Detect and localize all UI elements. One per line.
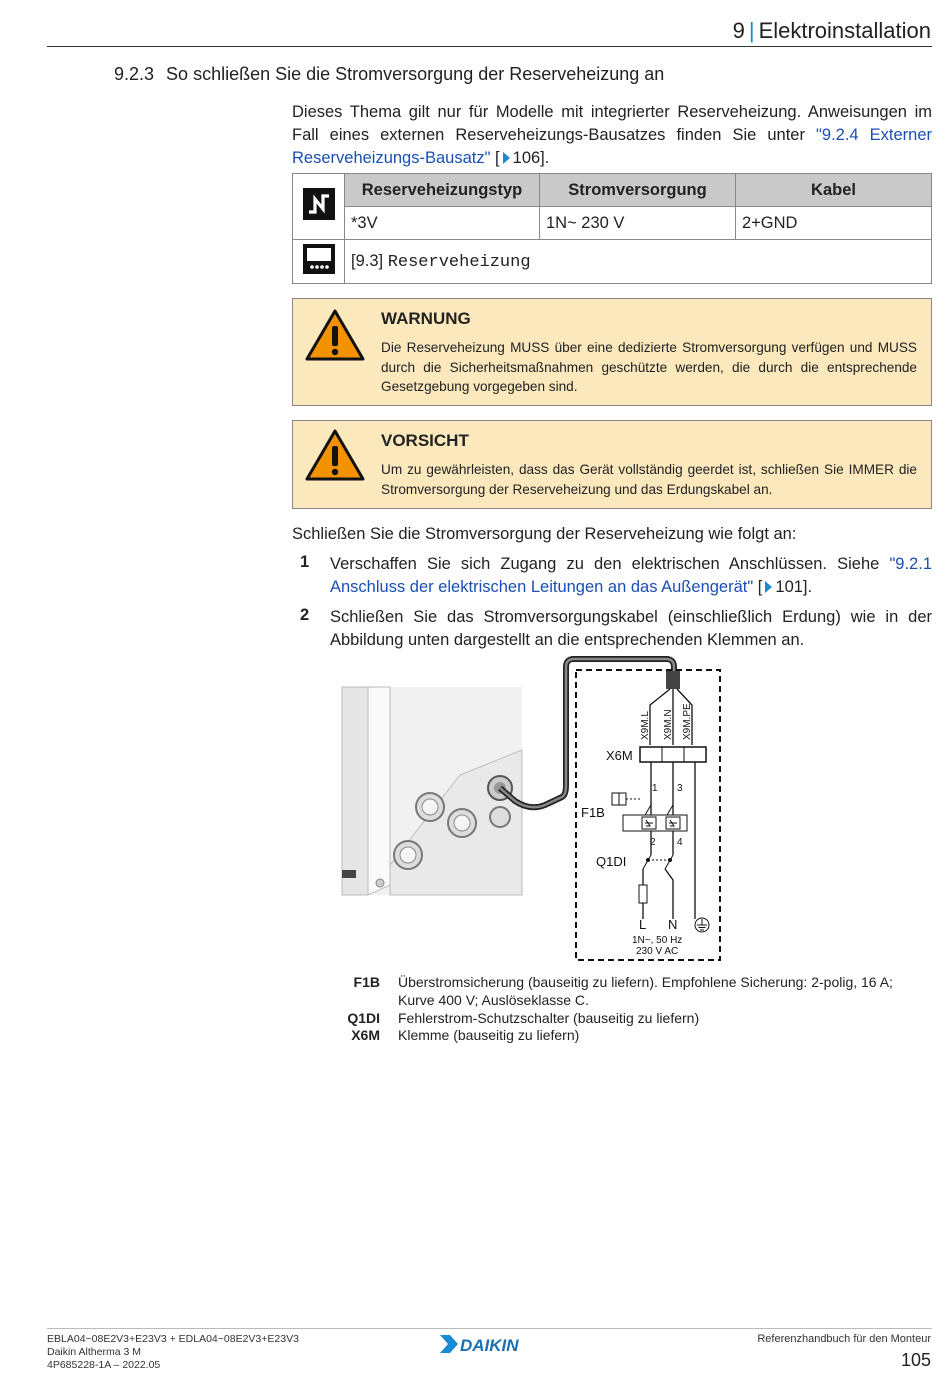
page-number: 105	[900, 1350, 931, 1370]
caution-triangle-icon	[305, 429, 365, 481]
footer-doc-id: 4P685228-1A – 2022.05	[47, 1359, 161, 1371]
spec-cell-cable: 2+GND	[736, 207, 932, 240]
spec-cell-type: *3V	[345, 207, 540, 240]
legend-value-q1di: Fehlerstrom-Schutzschalter (bauseitig zu liefern)	[398, 1010, 700, 1026]
line-n-label: N	[668, 917, 678, 932]
controller-icon-cell	[293, 240, 345, 284]
caution-body: Um zu gewährleisten, dass das Gerät vollständig geerdet ist, schließen Sie IMMER die Stromversorgung der Reserveheizung und das Erdungskabel an.	[381, 462, 917, 497]
section-title-text: So schließen Sie die Stromversorgung der Reserveheizung an	[166, 64, 665, 84]
contact-2: 2	[650, 837, 656, 848]
user-interface-icon	[302, 243, 336, 275]
daikin-logo-text: DAIKIN	[460, 1336, 519, 1355]
terminal-block-label: X6M	[606, 748, 633, 763]
spec-header-supply: Stromversorgung	[540, 174, 736, 207]
terminal-label-n: X9M.N	[663, 709, 674, 740]
chapter-title: Elektroinstallation	[758, 18, 931, 43]
rcd-label: Q1DI	[596, 854, 627, 869]
intro-ref-close: ].	[540, 149, 550, 167]
footer-manual-title: Referenzhandbuch für den Monteur	[757, 1333, 931, 1345]
legend-value-f1b: Überstromsicherung (bauseitig zu liefern). Empfohlene Sicherung: 2-polig, 16 A; Kurve 400 V; Auslöseklasse C.	[398, 974, 893, 1008]
setting-cell	[345, 240, 932, 284]
chapter-heading	[733, 18, 931, 44]
footer-models: EBLA04~08E2V3+E23V3 + EDLA04~08E2V3+E23V3	[47, 1333, 299, 1345]
spec-header-type: Reserveheizungstyp	[345, 174, 540, 207]
breaker-label: F1B	[581, 805, 605, 820]
legend-value-x6m: Klemme (bauseitig zu liefern)	[398, 1027, 580, 1043]
step-1-link[interactable]: "9.2.1 Anschluss der elektrischen Leitungen an das Außengerät"	[330, 555, 932, 596]
terminal-block-x6m	[640, 747, 706, 762]
contact-4: 4	[677, 837, 683, 848]
step-1-ref-close: ].	[802, 578, 813, 596]
legend-key-q1di: Q1DI	[347, 1010, 380, 1026]
section-title	[114, 64, 664, 85]
caution-title: VORSICHT	[381, 431, 469, 450]
contact-1: 1	[652, 783, 658, 794]
rcd-q1di	[639, 855, 673, 919]
step-1-ref-page[interactable]: 101	[775, 578, 803, 596]
caution-box	[292, 420, 932, 509]
chapter-number: 9	[732, 18, 745, 43]
terminal-label-pe: X9M.PE	[682, 703, 693, 740]
spec-table	[292, 173, 932, 284]
step-1-text: Verschaffen Sie sich Zugang zu den elektrischen Anschlüssen. Siehe	[330, 555, 890, 573]
warning-box	[292, 298, 932, 406]
intro-ref-open: [	[490, 149, 500, 167]
spec-table-setting-row	[293, 240, 932, 284]
warning-body: Die Reserveheizung MUSS über eine dedizierte Stromversorgung verfügen und MUSS durch die Sicherheitsmaßnahmen geschützte werden, die durch die entsprechende Gesetzgebung vorgegeben sind.	[381, 340, 917, 394]
step-1-ref-open: [	[753, 578, 763, 596]
wiring-diagram	[340, 655, 730, 965]
spec-table-row	[293, 207, 932, 240]
warning-triangle-icon	[305, 309, 365, 361]
intro-text: Dieses Thema gilt nur für Modelle mit integrierter Reserveheizung. Anweisungen im Fall eines externen Reserveheizungs-Bausatzes finden Sie unter	[292, 103, 932, 144]
page-ref-arrow-icon	[503, 152, 510, 164]
daikin-logo-icon	[440, 1335, 458, 1353]
footer-doc-info	[47, 1333, 299, 1372]
cable-gland-icon	[666, 671, 680, 689]
chapter-separator: |	[748, 18, 755, 43]
power-supply-icon	[302, 187, 336, 221]
supply-voltage: 230 V AC	[636, 946, 679, 957]
breaker-f1b	[612, 793, 687, 831]
footer-rule	[47, 1328, 932, 1329]
step-number-2: 2	[300, 606, 310, 624]
intro-link[interactable]: "9.2.4 Externer Reserveheizungs-Bausatz"	[292, 126, 932, 167]
outdoor-unit-illustration	[342, 687, 522, 895]
power-icon-cell	[293, 174, 345, 240]
intro-paragraph	[292, 101, 932, 170]
page-ref-arrow-icon	[765, 581, 772, 593]
intro-ref-page[interactable]: 106	[512, 149, 541, 167]
step-text-2: Schließen Sie das Stromversorgungskabel (einschließlich Erdung) wie in der Abbildung unten dargestellt an die entsprechenden Klemmen an.	[330, 608, 932, 649]
spec-table-header-row	[293, 174, 932, 207]
legend-key-x6m: X6M	[351, 1027, 380, 1043]
spec-cell-supply: 1N~ 230 V	[540, 207, 736, 240]
setting-code: [9.3]	[351, 251, 384, 270]
terminal-label-l: X9M.L	[640, 711, 651, 740]
earth-icon	[695, 918, 709, 932]
section-number: 9.2.3	[114, 64, 155, 84]
spec-header-cable: Kabel	[736, 174, 932, 207]
warning-title: WARNUNG	[381, 309, 471, 328]
line-l-label: L	[639, 917, 647, 932]
setting-name: Reserveheizung	[387, 252, 531, 272]
supply-frequency: 1N~, 50 Hz	[632, 935, 683, 946]
step-text-1	[330, 553, 932, 599]
contact-3: 3	[677, 783, 683, 794]
step-number-1: 1	[300, 553, 310, 571]
procedure-intro: Schließen Sie die Stromversorgung der Reserveheizung wie folgt an:	[292, 525, 797, 543]
daikin-logo	[440, 1333, 540, 1360]
legend-key-f1b: F1B	[353, 974, 380, 990]
header-rule	[47, 46, 932, 47]
legend	[320, 974, 920, 1046]
footer-product: Daikin Altherma 3 M	[47, 1346, 141, 1358]
